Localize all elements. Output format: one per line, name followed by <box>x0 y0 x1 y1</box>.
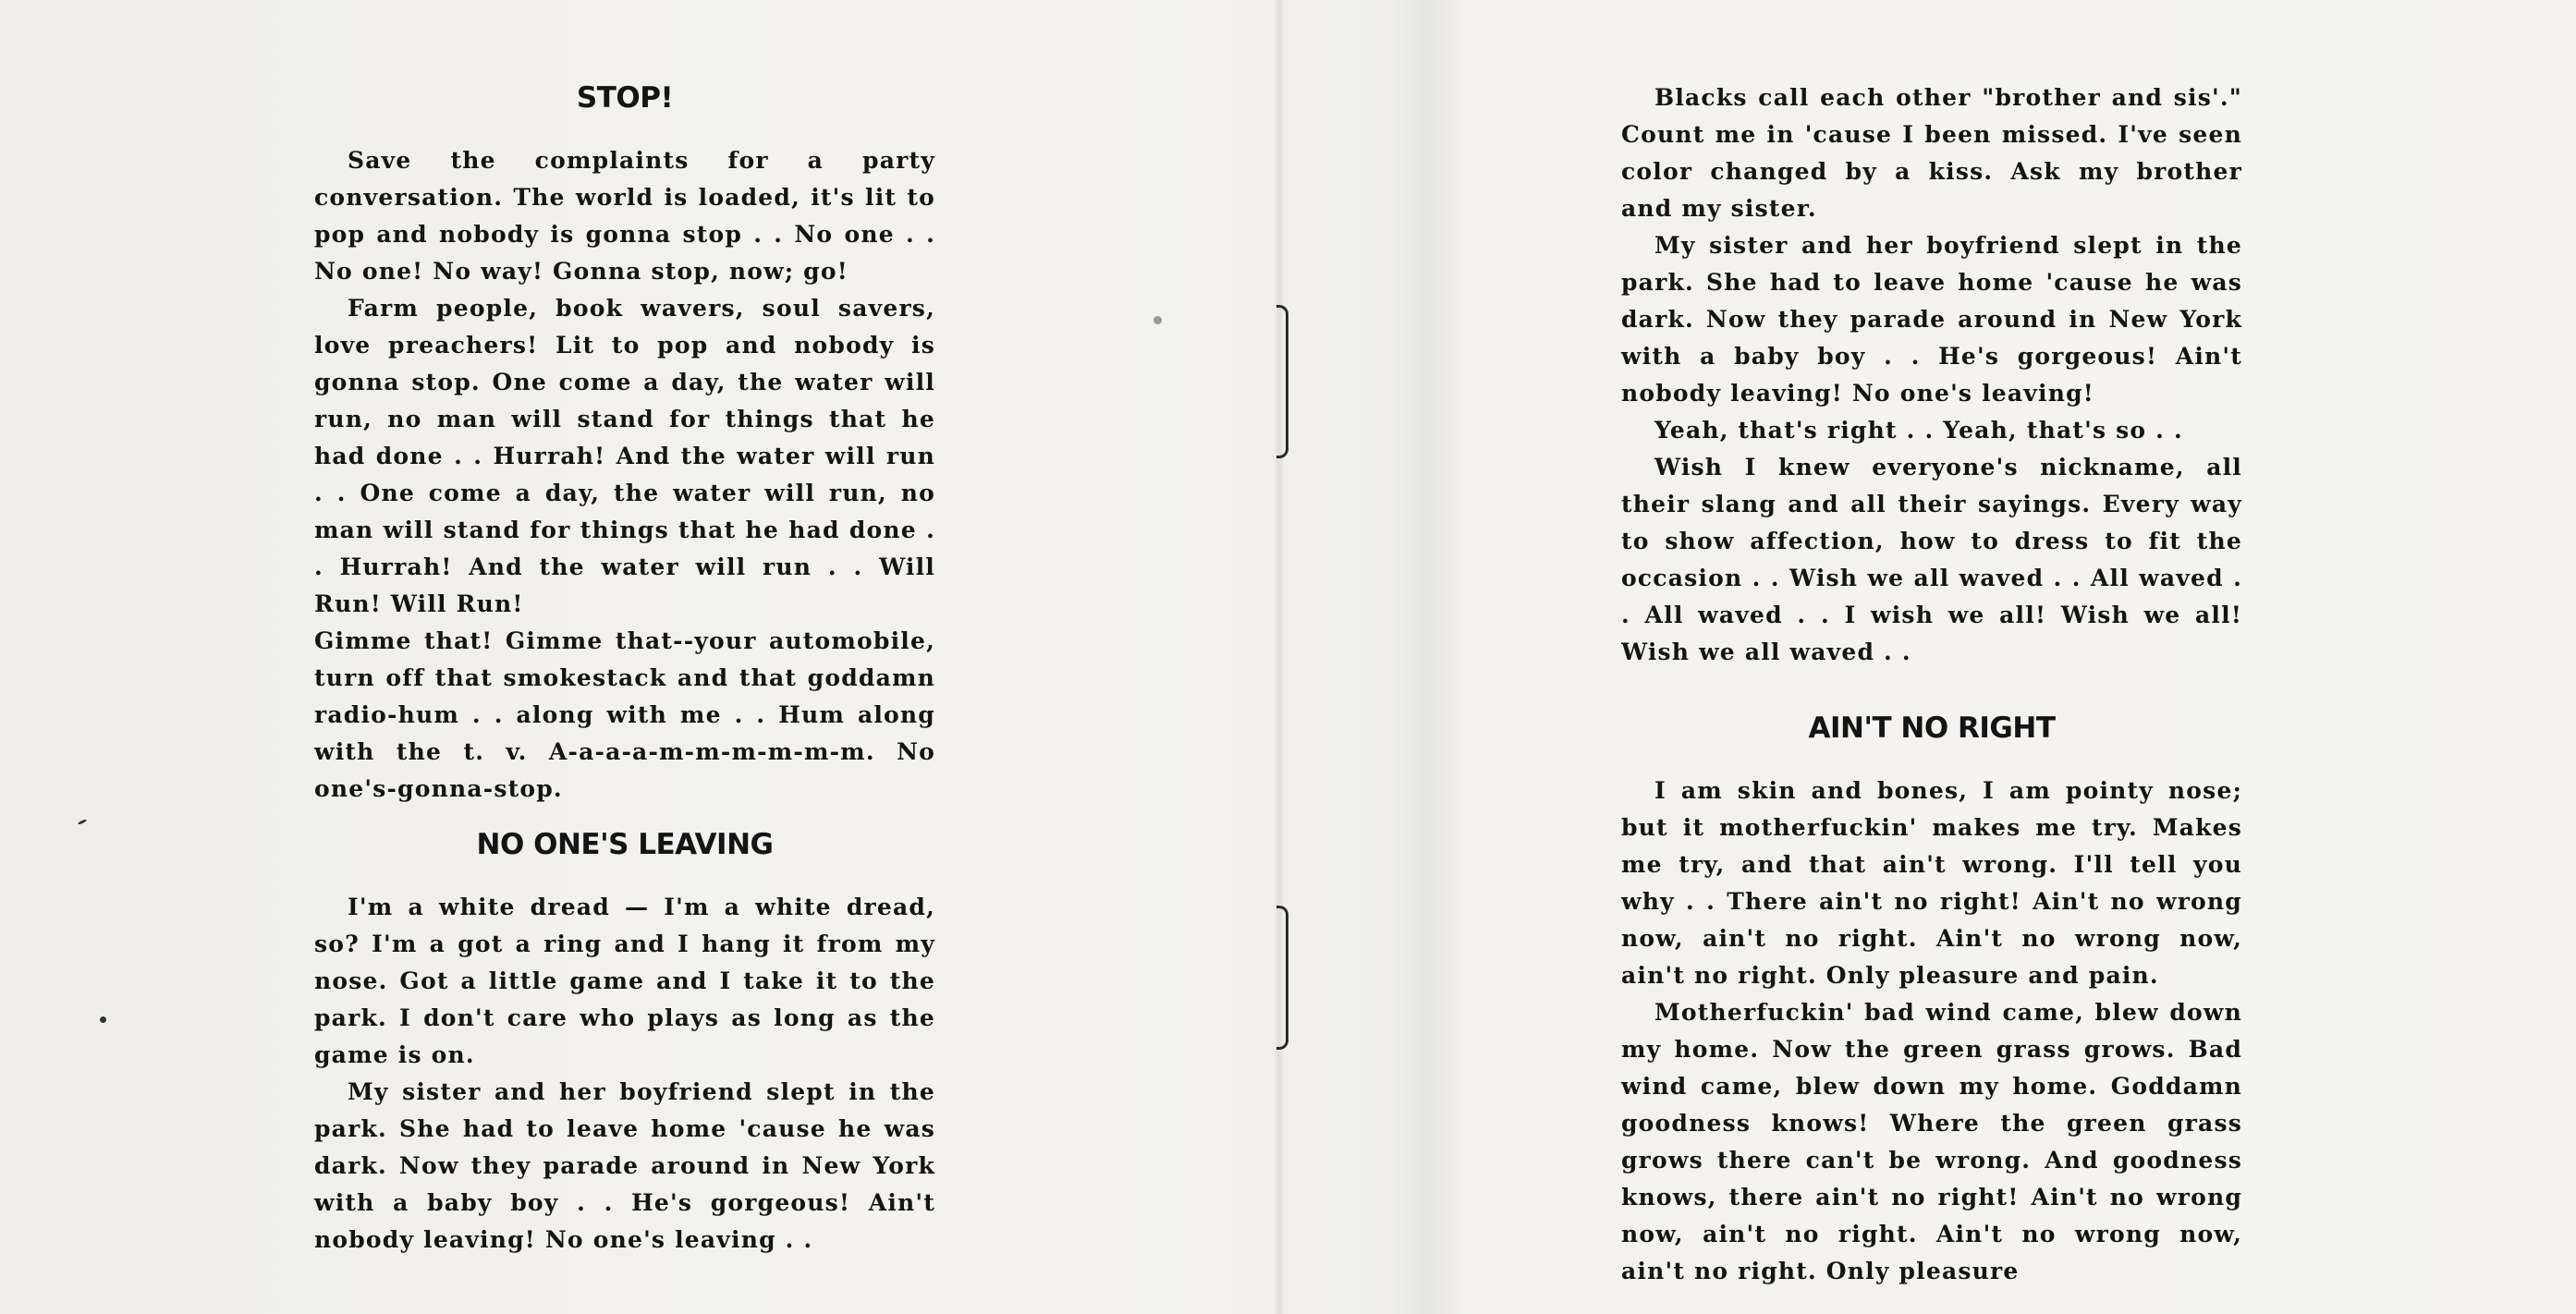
stop-section <box>314 81 935 808</box>
lyric-paragraph: Wish I knew everyone's nickname, all their slang and all their sayings. Every way to show affection, how to dress to fit the occasion . . Wish we all waved . . All waved . . All waved . . I wish we all! Wish we all! Wish we all waved . . <box>1621 454 2242 665</box>
song-title-aint-no-right: AIN'T NO RIGHT <box>1808 712 2056 745</box>
lyric-paragraph: Yeah, that's right . . Yeah, that's so . . <box>1654 417 2183 444</box>
lyric-paragraph: Motherfuckin' bad wind came, blew down my home. Now the green grass grows. Bad wind came, blew down my home. Goddamn goodness knows! Where the green grass grows there can't be wrong. And goodness knows, there ain't no right! Ain't no wrong now, ain't no right. Ain't no wrong now, ain't no right. Only pleasure <box>1621 999 2242 1284</box>
right-page <box>1621 0 2242 1314</box>
song-title-no-ones-leaving: NO ONE'S LEAVING <box>476 828 774 861</box>
lyric-paragraph: I am skin and bones, I am pointy nose; but it motherfuckin' makes me try. Makes me try, and that ain't wrong. I'll tell you why . . There ain't no right! Ain't no wrong now, ain't no right. Ain't no wrong now, ain't no right. Only pleasure and pain. <box>1621 777 2242 989</box>
song-title-stop: STOP! <box>576 81 674 115</box>
no-ones-leaving-section <box>314 828 935 1259</box>
lyric-paragraph: Blacks call each other "brother and sis'." Count me in 'cause I been missed. I've seen color changed by a kiss. Ask my brother and my sister. <box>1621 84 2242 222</box>
staple-top <box>1276 305 1288 458</box>
lyric-paragraph: Save the complaints for a party conversation. The world is loaded, it's lit to pop and nobody is gonna stop . . No one . . No one! No way! Gonna stop, now; go! <box>314 147 935 285</box>
left-page <box>314 0 935 1314</box>
lyric-paragraph: I'm a white dread — I'm a white dread, so? I'm a got a ring and I hang it from my nose. Got a little game and I take it to the park. I don't care who plays as long as the game is on. <box>314 894 935 1068</box>
no-ones-leaving-continued <box>1621 79 2242 671</box>
ink-speck <box>100 1016 106 1023</box>
lyric-paragraph: My sister and her boyfriend slept in the park. She had to leave home 'cause he was dark. Now they parade around in New York with a baby boy . . He's gorgeous! Ain't nobody leaving! No one's leaving! <box>1621 232 2242 407</box>
lyric-paragraph: Farm people, book wavers, soul savers, love preachers! Lit to pop and nobody is gonna stop. One come a day, the water will run, no man will stand for things that he had done . . Hurrah! And the water will run . . One come a day, the water will run, no man will stand for things that he had done . . Hurrah! And the water will run . . Will Run! Will Run! <box>314 295 935 617</box>
lyric-paragraph: Gimme that! Gimme that--your automobile, turn off that smokestack and that goddamn radio-hum . . along with me . . Hum along with the t. v. A-a-a-a-m-m-m-m-m-m. No one's-gonna-stop. <box>314 627 935 802</box>
center-fold <box>1274 0 1285 1314</box>
ink-speck <box>1154 316 1162 324</box>
aint-no-right-section <box>1621 712 2242 1290</box>
staple-bottom <box>1276 906 1288 1050</box>
lyric-paragraph: My sister and her boyfriend slept in the park. She had to leave home 'cause he was dark. Now they parade around in New York with a baby boy . . He's gorgeous! Ain't nobody leaving! No one's leaving . . <box>314 1078 935 1253</box>
